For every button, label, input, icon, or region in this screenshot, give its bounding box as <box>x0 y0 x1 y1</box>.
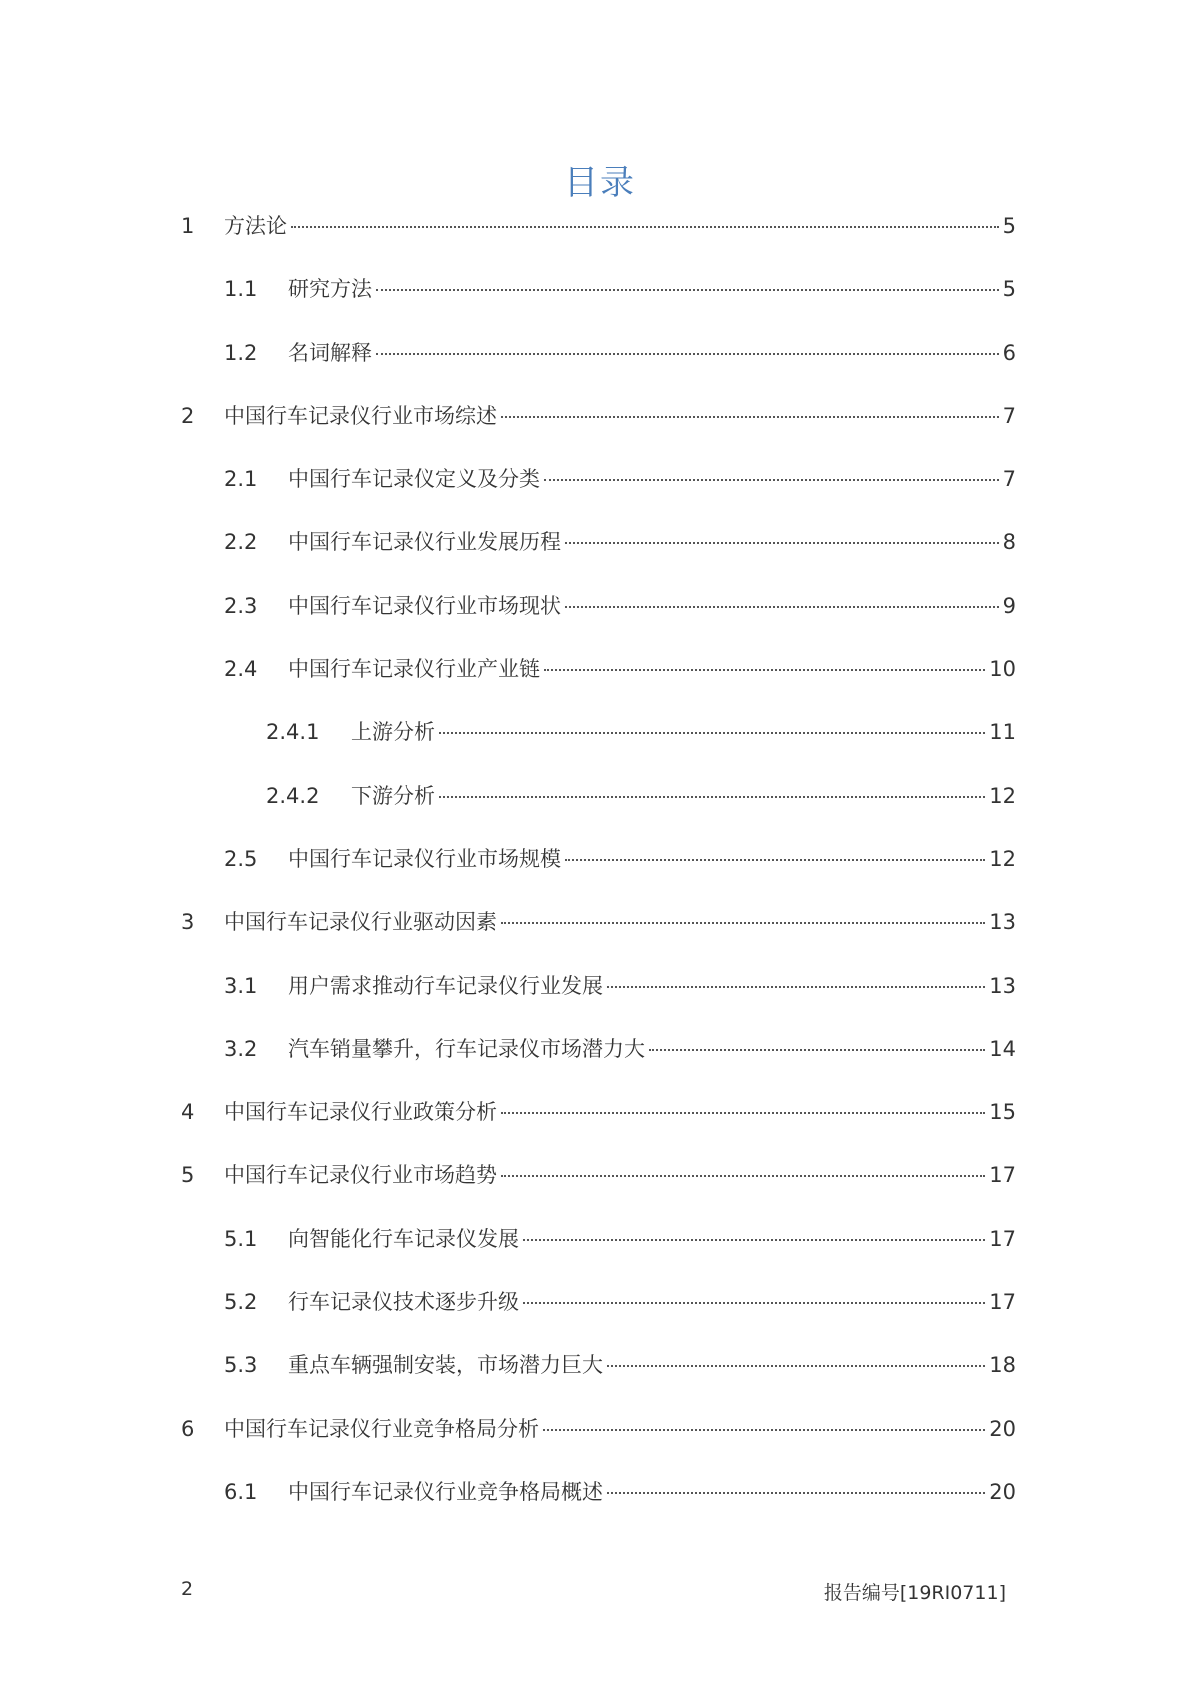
toc-entry-page[interactable]: 15 <box>989 1100 1016 1125</box>
toc-entry-row <box>351 718 1016 746</box>
toc-entry-label[interactable]: 上游分析 <box>351 720 435 745</box>
toc-entry-page[interactable]: 11 <box>989 720 1016 745</box>
toc-entry-row <box>224 402 1016 430</box>
toc-dot-leader <box>544 479 999 481</box>
toc-entry-number: 2.4 <box>224 657 258 682</box>
toc-entry-number: 5 <box>181 1163 195 1188</box>
toc-entry[interactable] <box>0 592 1200 655</box>
toc-entry-label[interactable]: 中国行车记录仪定义及分类 <box>288 467 540 492</box>
toc-entry[interactable] <box>0 655 1200 718</box>
toc-entry-page[interactable]: 17 <box>989 1163 1016 1188</box>
toc-dot-leader <box>565 542 999 544</box>
toc-entry-label[interactable]: 中国行车记录仪行业驱动因素 <box>224 910 497 935</box>
toc-entry-label[interactable]: 中国行车记录仪行业市场趋势 <box>224 1163 497 1188</box>
toc-entry[interactable] <box>0 1161 1200 1224</box>
toc-dot-leader <box>523 1302 985 1304</box>
toc-entry-row <box>224 1098 1016 1126</box>
toc-entry[interactable] <box>0 1098 1200 1161</box>
toc-entry-page[interactable]: 12 <box>989 846 1016 871</box>
toc-entry[interactable] <box>0 212 1200 275</box>
toc-entry-label[interactable]: 中国行车记录仪行业产业链 <box>288 657 540 682</box>
toc-entry-page[interactable]: 13 <box>989 973 1016 998</box>
toc-dot-leader <box>376 353 999 355</box>
toc-entry-page[interactable]: 12 <box>989 783 1016 808</box>
toc-dot-leader <box>607 986 985 988</box>
toc-entry-label[interactable]: 行车记录仪技术逐步升级 <box>288 1290 519 1315</box>
toc-entry[interactable] <box>0 339 1200 402</box>
toc-entry-row <box>288 1035 1016 1063</box>
toc-entry[interactable] <box>0 1351 1200 1414</box>
toc-entry-page[interactable]: 17 <box>989 1226 1016 1251</box>
toc-dot-leader <box>439 732 985 734</box>
toc-entry-number: 6.1 <box>224 1479 258 1504</box>
toc-entry-row <box>224 908 1016 936</box>
toc-entry-label[interactable]: 重点车辆强制安装，市场潜力巨大 <box>288 1353 603 1378</box>
toc-entry-number: 6 <box>181 1416 195 1441</box>
toc-entry-label[interactable]: 中国行车记录仪行业政策分析 <box>224 1100 497 1125</box>
toc-entry-label[interactable]: 下游分析 <box>351 783 435 808</box>
toc-entry[interactable] <box>0 1035 1200 1098</box>
toc-entry-row <box>288 592 1016 620</box>
toc-dot-leader <box>523 1239 985 1241</box>
toc-entry-row <box>288 1288 1016 1316</box>
toc-entry-number: 2.2 <box>224 530 258 555</box>
toc-entry-number: 4 <box>181 1100 195 1125</box>
toc-entry[interactable] <box>0 908 1200 971</box>
toc-entry-page[interactable]: 7 <box>1002 467 1016 492</box>
toc-entry-number: 2.3 <box>224 593 258 618</box>
toc-dot-leader <box>501 922 985 924</box>
toc-entry-number: 2 <box>181 403 195 428</box>
toc-entry-row <box>288 845 1016 873</box>
toc-dot-leader <box>501 1112 985 1114</box>
toc-entry-row <box>288 465 1016 493</box>
toc-entry-row <box>288 1225 1016 1253</box>
toc-entry-number: 2.1 <box>224 467 258 492</box>
toc-entry-number: 3.1 <box>224 973 258 998</box>
toc-entry-row <box>288 1478 1016 1506</box>
toc-entry-number: 1 <box>181 214 195 238</box>
toc-dot-leader <box>439 796 985 798</box>
toc-entry-page[interactable]: 20 <box>989 1479 1016 1504</box>
toc-entry-number: 2.5 <box>224 846 258 871</box>
toc-entry-page[interactable]: 8 <box>1002 530 1016 555</box>
toc-entry-row <box>224 212 1016 240</box>
toc-dot-leader <box>376 289 999 291</box>
toc-entry-number: 2.4.1 <box>266 720 320 745</box>
toc-entry-row <box>288 275 1016 303</box>
toc-entry-row <box>351 782 1016 810</box>
toc-entry-number: 5.3 <box>224 1353 258 1378</box>
toc-entry[interactable] <box>0 275 1200 338</box>
toc-entry[interactable] <box>0 465 1200 528</box>
toc-title: 目录 <box>564 163 636 203</box>
toc-entry-label[interactable]: 中国行车记录仪行业市场现状 <box>288 593 561 618</box>
toc-entry[interactable] <box>0 782 1200 845</box>
toc-list <box>0 212 1200 1541</box>
toc-entry-page[interactable]: 20 <box>989 1416 1016 1441</box>
toc-entry-page[interactable]: 6 <box>1002 340 1016 365</box>
toc-entry-number: 1.1 <box>224 277 258 302</box>
footer-report-id: 报告编号[19RI0711] <box>823 1582 1006 1604</box>
toc-dot-leader <box>565 606 999 608</box>
toc-entry[interactable] <box>0 402 1200 465</box>
toc-entry-number: 1.2 <box>224 340 258 365</box>
toc-entry[interactable] <box>0 1225 1200 1288</box>
toc-entry-row <box>288 972 1016 1000</box>
toc-entry-label[interactable]: 中国行车记录仪行业竞争格局分析 <box>224 1416 539 1441</box>
toc-entry-page[interactable]: 7 <box>1002 403 1016 428</box>
toc-dot-leader <box>501 416 999 418</box>
page-footer <box>181 1578 1006 1606</box>
toc-entry-number: 3.2 <box>224 1036 258 1061</box>
toc-entry-label[interactable]: 名词解释 <box>288 340 372 365</box>
toc-dot-leader <box>565 859 985 861</box>
toc-entry-label[interactable]: 中国行车记录仪行业竞争格局概述 <box>288 1479 603 1504</box>
toc-entry[interactable] <box>0 1478 1200 1541</box>
toc-entry-row <box>288 528 1016 556</box>
toc-entry[interactable] <box>0 845 1200 908</box>
toc-dot-leader <box>607 1365 985 1367</box>
toc-entry[interactable] <box>0 972 1200 1035</box>
toc-entry[interactable] <box>0 1288 1200 1351</box>
toc-dot-leader <box>543 1429 985 1431</box>
footer-page-number: 2 <box>181 1578 194 1600</box>
toc-entry-label[interactable]: 汽车销量攀升，行车记录仪市场潜力大 <box>288 1036 645 1061</box>
toc-entry[interactable] <box>0 1415 1200 1478</box>
toc-dot-leader <box>544 669 985 671</box>
toc-entry-row <box>288 1351 1016 1379</box>
toc-entry-page[interactable]: 9 <box>1002 593 1016 618</box>
toc-entry-number: 5.1 <box>224 1226 258 1251</box>
toc-entry-number: 2.4.2 <box>266 783 320 808</box>
toc-entry-page[interactable]: 18 <box>989 1353 1016 1378</box>
toc-entry[interactable] <box>0 718 1200 781</box>
toc-dot-leader <box>291 226 999 228</box>
toc-entry-page[interactable]: 14 <box>989 1036 1016 1061</box>
toc-entry-label[interactable]: 向智能化行车记录仪发展 <box>288 1226 519 1251</box>
toc-dot-leader <box>649 1049 985 1051</box>
toc-entry-number: 3 <box>181 910 195 935</box>
toc-entry-label[interactable]: 用户需求推动行车记录仪行业发展 <box>288 973 603 998</box>
toc-entry-page[interactable]: 5 <box>1002 277 1016 302</box>
toc-entry-page[interactable]: 17 <box>989 1290 1016 1315</box>
toc-entry-label[interactable]: 研究方法 <box>288 277 372 302</box>
toc-entry-label[interactable]: 中国行车记录仪行业发展历程 <box>288 530 561 555</box>
toc-dot-leader <box>607 1492 985 1494</box>
toc-entry-label[interactable]: 中国行车记录仪行业市场综述 <box>224 403 497 428</box>
toc-entry-page[interactable]: 13 <box>989 910 1016 935</box>
toc-dot-leader <box>501 1175 985 1177</box>
toc-entry-row <box>288 655 1016 683</box>
toc-entry[interactable] <box>0 528 1200 591</box>
toc-entry-row <box>224 1161 1016 1189</box>
toc-entry-page[interactable]: 5 <box>1002 214 1016 238</box>
toc-entry-row <box>288 339 1016 367</box>
toc-entry-row <box>224 1415 1016 1443</box>
toc-entry-label[interactable]: 方法论 <box>224 214 287 238</box>
toc-entry-page[interactable]: 10 <box>989 657 1016 682</box>
toc-entry-number: 5.2 <box>224 1290 258 1315</box>
toc-entry-label[interactable]: 中国行车记录仪行业市场规模 <box>288 846 561 871</box>
